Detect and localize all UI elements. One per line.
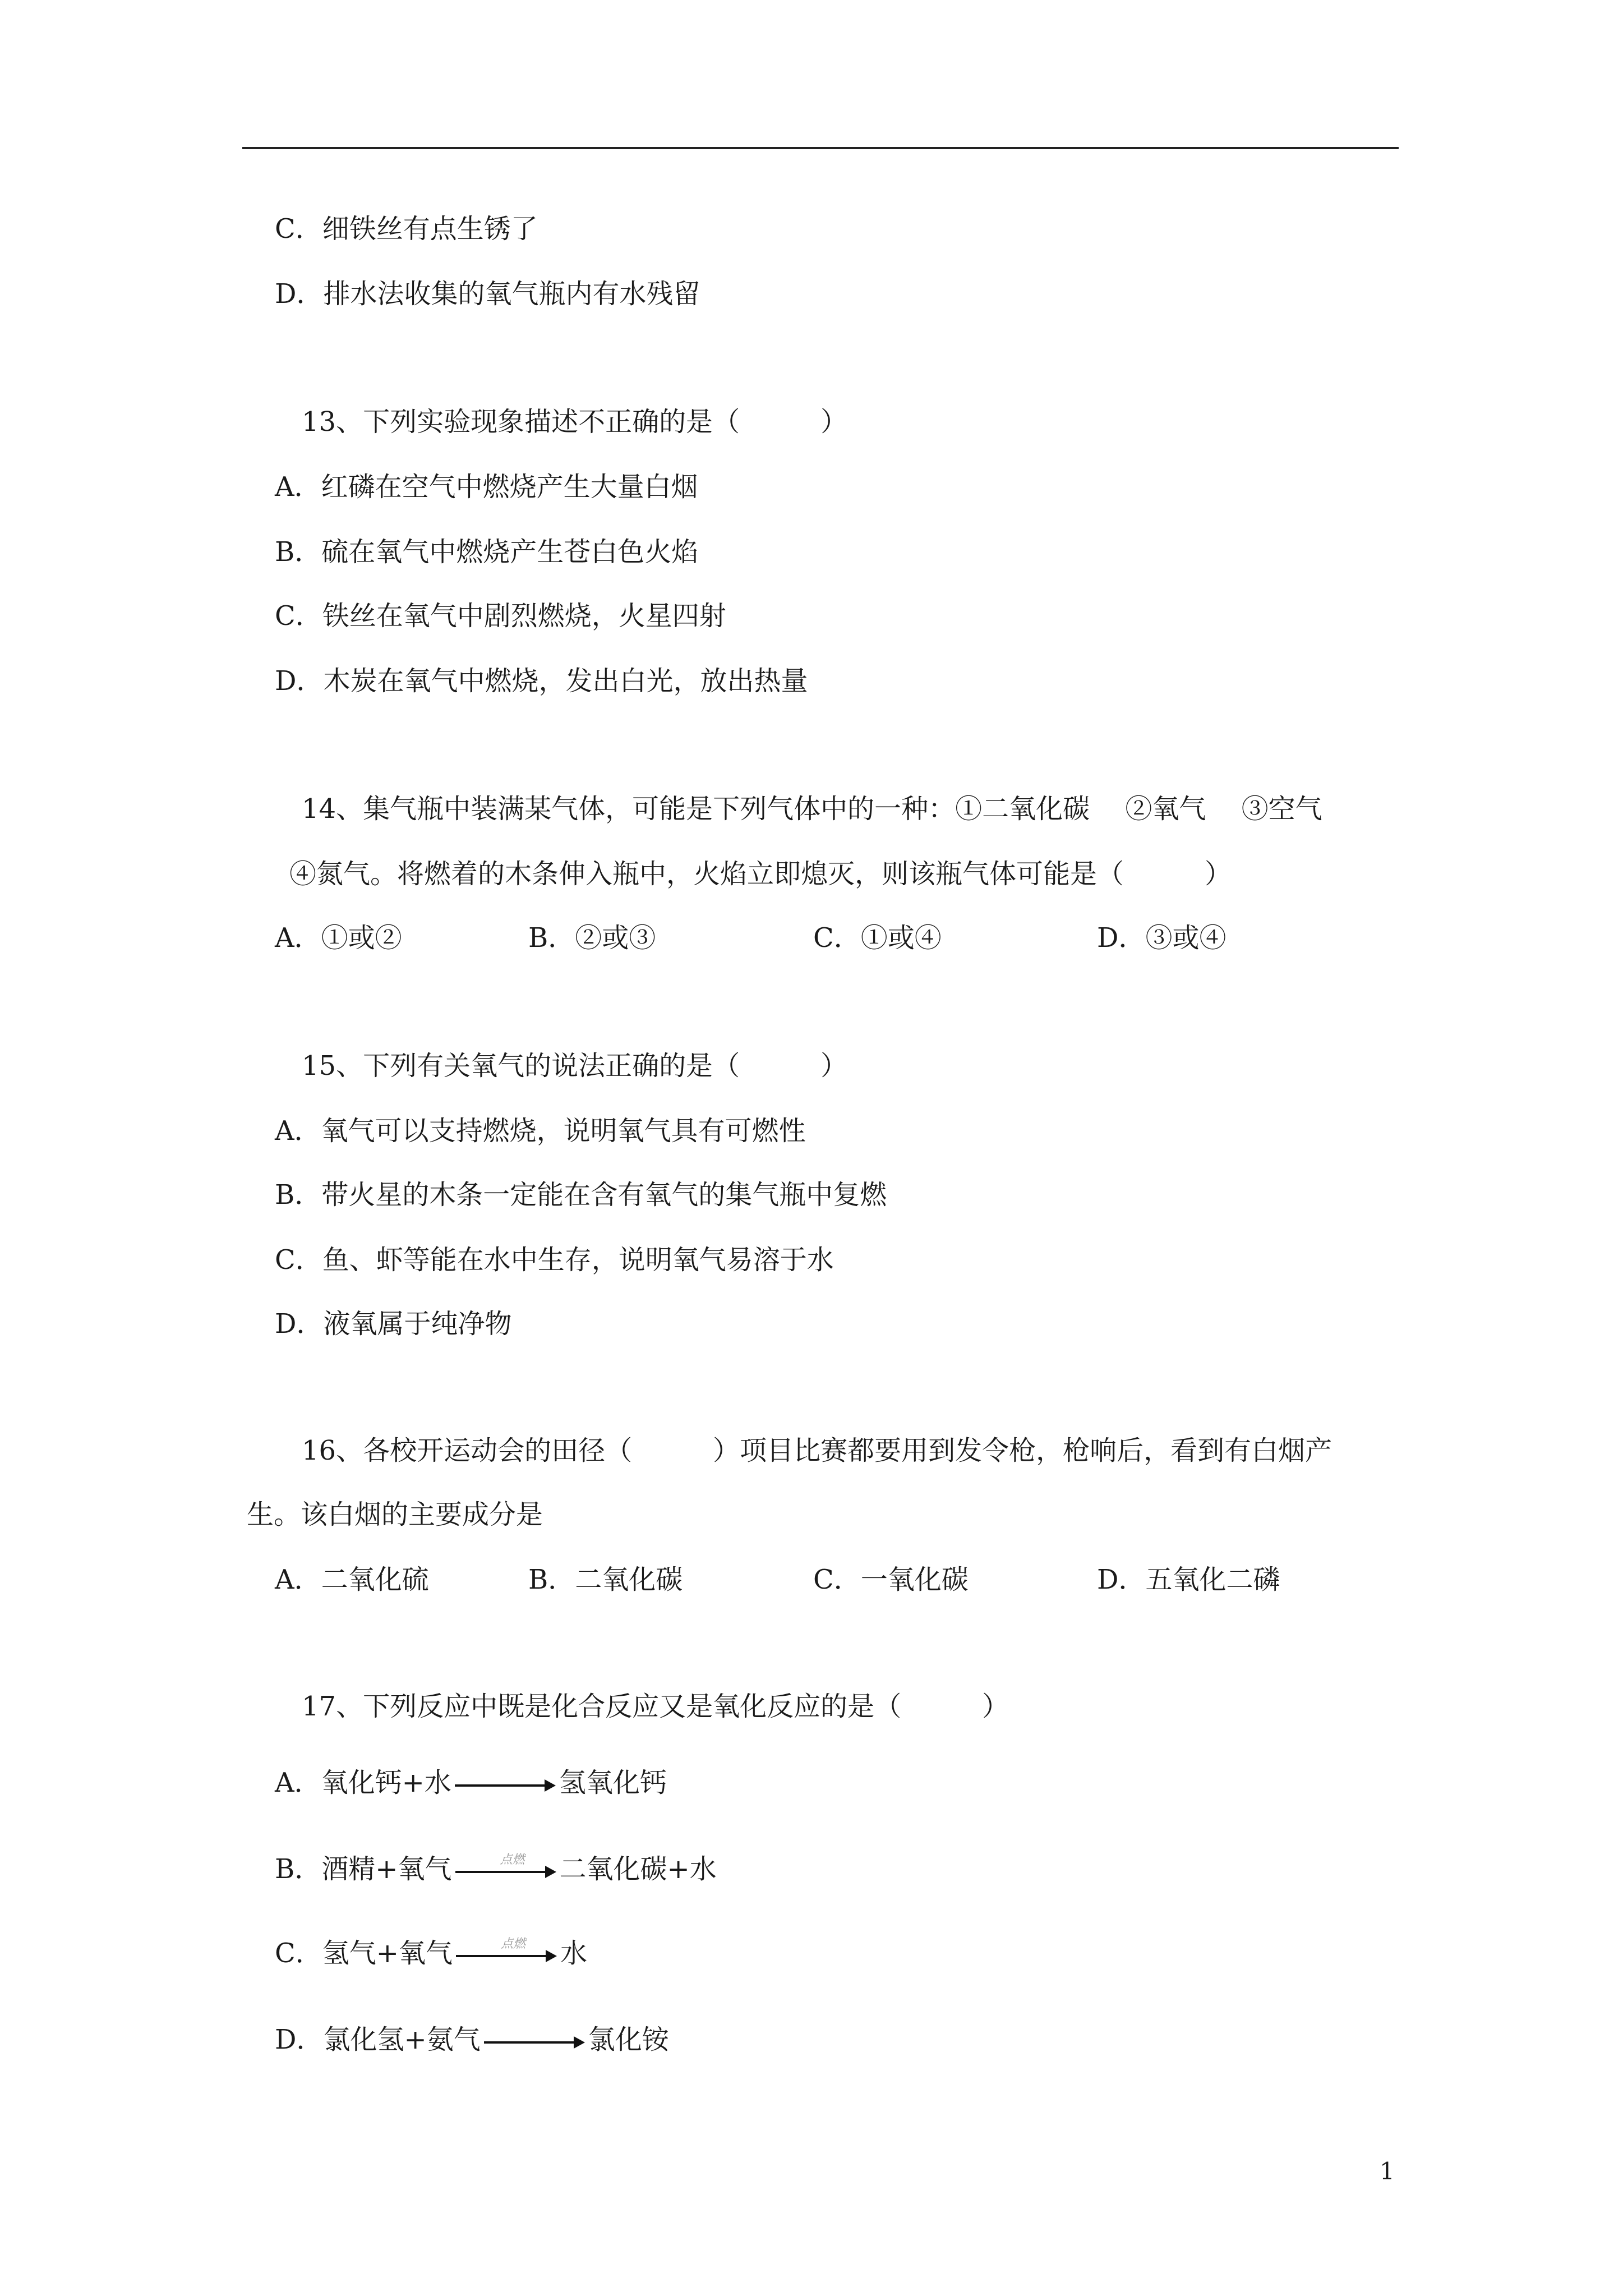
q13-option-d: D．木炭在氧气中燃烧，发出白光，放出热量	[275, 665, 808, 697]
reaction-arrow-icon	[456, 1936, 557, 1970]
q17-option-d	[275, 2023, 669, 2056]
q16-option-a: A．二氧化硫	[275, 1564, 429, 1595]
q15-option-d: D．液氧属于纯净物	[275, 1308, 512, 1340]
q17-option-c	[275, 1936, 587, 1970]
q14-stem-line2: ④氮气。将燃着的木条伸入瓶中，火焰立即熄灭，则该瓶气体可能是（ ）	[289, 858, 1232, 890]
q13-option-a: A．红磷在空气中燃烧产生大量白烟	[275, 471, 698, 503]
q12-option-d: D．排水法收集的氧气瓶内有水残留	[275, 278, 700, 310]
q17-b-product: 二氧化碳+水	[559, 1853, 717, 1885]
q17-c-product: 水	[560, 1938, 587, 1969]
reaction-arrow-icon	[455, 1766, 556, 1800]
q14-option-d: D．③或④	[1097, 922, 1227, 954]
reaction-arrow-icon	[484, 2023, 585, 2056]
q17-option-b	[275, 1852, 717, 1886]
q17-a-reactants: A．氧化钙+水	[275, 1767, 451, 1798]
q15-option-a: A．氧气可以支持燃烧，说明氧气具有可燃性	[275, 1115, 806, 1147]
q15-stem: 15、下列有关氧气的说法正确的是（ ）	[302, 1050, 848, 1082]
q17-d-product: 氯化铵	[588, 2024, 669, 2055]
header-rule	[242, 147, 1399, 149]
q17-stem: 17、下列反应中既是化合反应又是氧化反应的是（ ）	[302, 1691, 1009, 1722]
q14-option-b: B．②或③	[528, 922, 656, 954]
q14-option-a: A．①或②	[275, 922, 402, 954]
q17-b-reactants: B．酒精+氧气	[275, 1853, 452, 1885]
q14-option-c: C．①或④	[813, 922, 942, 954]
q13-option-b: B．硫在氧气中燃烧产生苍白色火焰	[275, 536, 699, 568]
q13-stem: 13、下列实验现象描述不正确的是（ ）	[302, 406, 848, 438]
q17-c-condition: 点燃	[500, 1937, 525, 1951]
q16-stem-line2: 生。该白烟的主要成分是	[247, 1499, 543, 1530]
q16-option-b: B．二氧化碳	[528, 1564, 683, 1595]
q14-stem-line1: 14、集气瓶中装满某气体，可能是下列气体中的一种：①二氧化碳 ②氧气 ③空气	[302, 793, 1322, 825]
q17-b-condition: 点燃	[500, 1853, 525, 1867]
page-number: 1	[1380, 2157, 1395, 2185]
q17-option-a	[275, 1766, 667, 1800]
q16-option-c: C．一氧化碳	[813, 1564, 969, 1595]
reaction-arrow-icon	[455, 1852, 556, 1886]
q12-option-c: C．细铁丝有点生锈了	[275, 213, 538, 245]
q13-option-c: C．铁丝在氧气中剧烈燃烧，火星四射	[275, 600, 726, 632]
q17-c-reactants: C．氢气+氧气	[275, 1938, 453, 1969]
q15-option-c: C．鱼、虾等能在水中生存，说明氧气易溶于水	[275, 1244, 834, 1276]
q15-option-b: B．带火星的木条一定能在含有氧气的集气瓶中复燃	[275, 1179, 887, 1211]
q16-option-d: D．五氧化二磷	[1097, 1564, 1280, 1595]
q16-stem-line1: 16、各校开运动会的田径（ ）项目比赛都要用到发令枪，枪响后，看到有白烟产	[302, 1435, 1332, 1466]
q17-a-product: 氢氧化钙	[559, 1767, 667, 1798]
q17-d-reactants: D．氯化氢+氨气	[275, 2024, 481, 2055]
